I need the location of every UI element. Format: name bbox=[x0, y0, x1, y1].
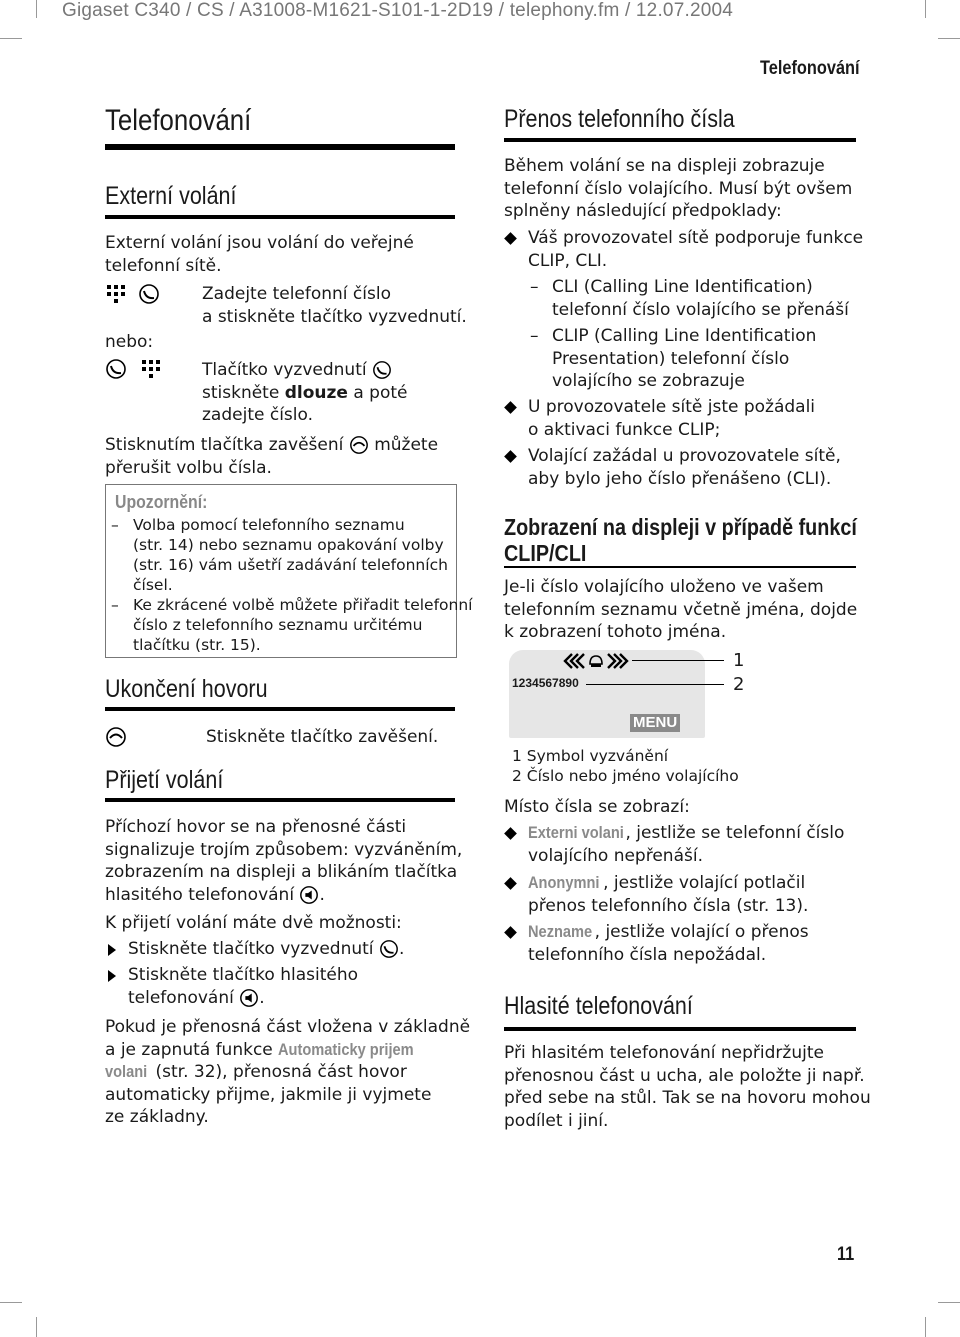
callout-line-1 bbox=[632, 660, 724, 661]
crop-mark bbox=[36, 0, 37, 18]
heading-rule bbox=[105, 215, 455, 219]
talk-key-icon bbox=[372, 360, 392, 380]
note-dash: – bbox=[111, 516, 119, 534]
step-arrow bbox=[108, 970, 116, 982]
bullet-diamond bbox=[504, 232, 517, 245]
crop-mark bbox=[938, 38, 960, 39]
entry-unknown: Nezname , jestliže volající o přenos telefonního čísla nepožádal. bbox=[528, 922, 809, 965]
section-label: Telefonování bbox=[760, 58, 860, 79]
display-text-key: Nezname bbox=[528, 922, 593, 941]
heading-handsfree: Hlasité telefonování bbox=[504, 992, 693, 1020]
bullet-diamond bbox=[504, 926, 517, 939]
display-text-key: Anonymni bbox=[528, 873, 600, 892]
accept-para1: Příchozí hovor se na přenosné části signalizuje trojím způsobem: vyzváněním, zobrazením na displeji a blikáním tlačítka hlasitého telefonování . bbox=[105, 817, 463, 905]
step2-icons bbox=[105, 358, 162, 380]
heading-rule bbox=[504, 138, 856, 142]
step1-icons bbox=[105, 283, 160, 305]
bullet-3: Volající zažádal u provozovatele sítě, aby bylo jeho číslo přenášeno (CLI). bbox=[528, 446, 841, 489]
heading-rule bbox=[504, 1027, 856, 1031]
note-label: Upozornění: bbox=[115, 492, 208, 512]
dash: – bbox=[530, 326, 539, 346]
transfer-intro: Během volání se na displeji zobrazuje telefonní číslo volajícího. Musí být ovšem splněny následující předpoklady: bbox=[504, 156, 853, 221]
bullet-diamond bbox=[504, 827, 517, 840]
cancel-text: Stisknutím tlačítka zavěšení můžete přerušit volbu čísla. bbox=[105, 435, 439, 478]
heading-end-call: Ukončení hovoru bbox=[105, 675, 268, 703]
place-intro: Místo čísla se zobrazí: bbox=[504, 797, 690, 817]
step1-text: Zadejte telefonní číslo a stiskněte tlačítko vyzvednutí. bbox=[202, 284, 467, 327]
callout-line-2 bbox=[586, 684, 724, 685]
crop-mark bbox=[925, 1317, 926, 1337]
talk-key-icon bbox=[105, 358, 127, 380]
option-2: Stiskněte tlačítko hlasitého telefonování . bbox=[128, 965, 359, 1008]
display-text-key: Externi volani bbox=[528, 823, 624, 842]
option-1: Stiskněte tlačítko vyzvednutí . bbox=[128, 939, 405, 959]
crop-mark bbox=[0, 38, 22, 39]
heading-accept: Přijetí volání bbox=[105, 766, 224, 794]
menu-softkey[interactable]: MENU bbox=[630, 714, 680, 732]
speaker-key-icon bbox=[299, 885, 319, 905]
page-number: 11 bbox=[837, 1244, 855, 1265]
dash: – bbox=[530, 277, 539, 297]
auto-answer-key: Automaticky prijem bbox=[278, 1039, 414, 1059]
bullet-diamond bbox=[504, 401, 517, 414]
bullet-1: Váš provozovatel sítě podporuje funkce CLIP, CLI. bbox=[528, 228, 864, 271]
step2-text: Tlačítko vyzvednutí stiskněte dlouze a poté zadejte číslo. bbox=[202, 360, 408, 425]
options-intro: K přijetí volání máte dvě možnosti: bbox=[105, 913, 402, 933]
external-intro: Externí volání jsou volání do veřejné telefonní sítě. bbox=[105, 233, 414, 276]
entry-anonymous: Anonymni , jestliže volající potlačil přenos telefonního čísla (str. 13). bbox=[528, 873, 809, 916]
end-call-key bbox=[105, 726, 127, 748]
heading-display: Zobrazení na displeji v případě funkcí CLIP/CLI bbox=[504, 514, 857, 566]
bullet-diamond bbox=[504, 450, 517, 463]
ringing-icon bbox=[562, 652, 630, 670]
bullet-2: U provozovatele sítě jste požádali o aktivaci funkce CLIP; bbox=[528, 397, 816, 440]
note-item-2: Ke zkrácené volbě můžete přiřadit telefonní číslo z telefonního seznamu určitému tlačítku (str. 15). bbox=[133, 596, 473, 654]
bullet-diamond bbox=[504, 877, 517, 890]
note-item-1: Volba pomocí telefonního seznamu (str. 14) nebo seznamu opakování volby (str. 16) vám ušetří zadávání telefonních čísel. bbox=[133, 516, 448, 594]
title-rule bbox=[105, 144, 455, 150]
heading-rule bbox=[504, 566, 856, 568]
handsfree-text: Při hlasitém telefonování nepřidržujte přenosnou část u ucha, ale položte ji např. před sebe na stůl. Tak se na hovoru mohou podílet i jiní. bbox=[504, 1043, 871, 1131]
keypad-icon bbox=[140, 358, 162, 380]
heading-transfer: Přenos telefonního čísla bbox=[504, 105, 735, 133]
accept-para2: Pokud je přenosná část vložena v základně a je zapnutá funkce Automaticky prijem volani (str. 32), přenosná část hovor automaticky přijme, jakmile ji vyjmete ze základny. bbox=[105, 1017, 471, 1127]
page-title: Telefonování bbox=[105, 104, 252, 137]
keypad-icon bbox=[105, 283, 127, 305]
heading-rule bbox=[105, 707, 455, 711]
note-dash: – bbox=[111, 596, 119, 614]
crop-mark bbox=[925, 0, 926, 18]
running-head: Gigaset C340 / CS / A31008-M1621-S101-1-2D19 / telephony.fm / 12.07.2004 bbox=[62, 0, 734, 21]
legend: 1 Symbol vyzvánění 2 Číslo nebo jméno volajícího bbox=[512, 747, 739, 785]
or-label: nebo: bbox=[105, 332, 154, 352]
display-intro: Je-li číslo volajícího uloženo ve vašem telefonním seznamu včetně jména, dojde k zobrazení tohoto jména. bbox=[504, 577, 858, 642]
callout-2: 2 bbox=[733, 674, 745, 695]
auto-answer-key: volani bbox=[105, 1062, 148, 1081]
heading-rule bbox=[105, 798, 455, 802]
callout-1: 1 bbox=[733, 650, 745, 671]
end-call-icon bbox=[105, 726, 127, 748]
talk-key-icon bbox=[379, 939, 399, 959]
heading-external: Externí volání bbox=[105, 182, 237, 210]
dash-item-1: CLI (Calling Line Identification) telefonní číslo volajícího se přenáší bbox=[552, 277, 849, 320]
entry-external: Externi volani, jestliže se telefonní číslo volajícího nepřenáší. bbox=[528, 823, 845, 866]
end-call-icon bbox=[349, 435, 369, 455]
crop-mark bbox=[938, 1302, 960, 1303]
caller-number: 1234567890 bbox=[512, 676, 579, 690]
talk-key-icon bbox=[138, 283, 160, 305]
crop-mark bbox=[0, 1302, 22, 1303]
step-arrow bbox=[108, 944, 116, 956]
speaker-key-icon bbox=[239, 988, 259, 1008]
end-call-text: Stiskněte tlačítko zavěšení. bbox=[206, 727, 439, 747]
dash-item-2: CLIP (Calling Line Identification Presentation) telefonní číslo volajícího se zobrazuje bbox=[552, 326, 817, 391]
crop-mark bbox=[36, 1317, 37, 1337]
